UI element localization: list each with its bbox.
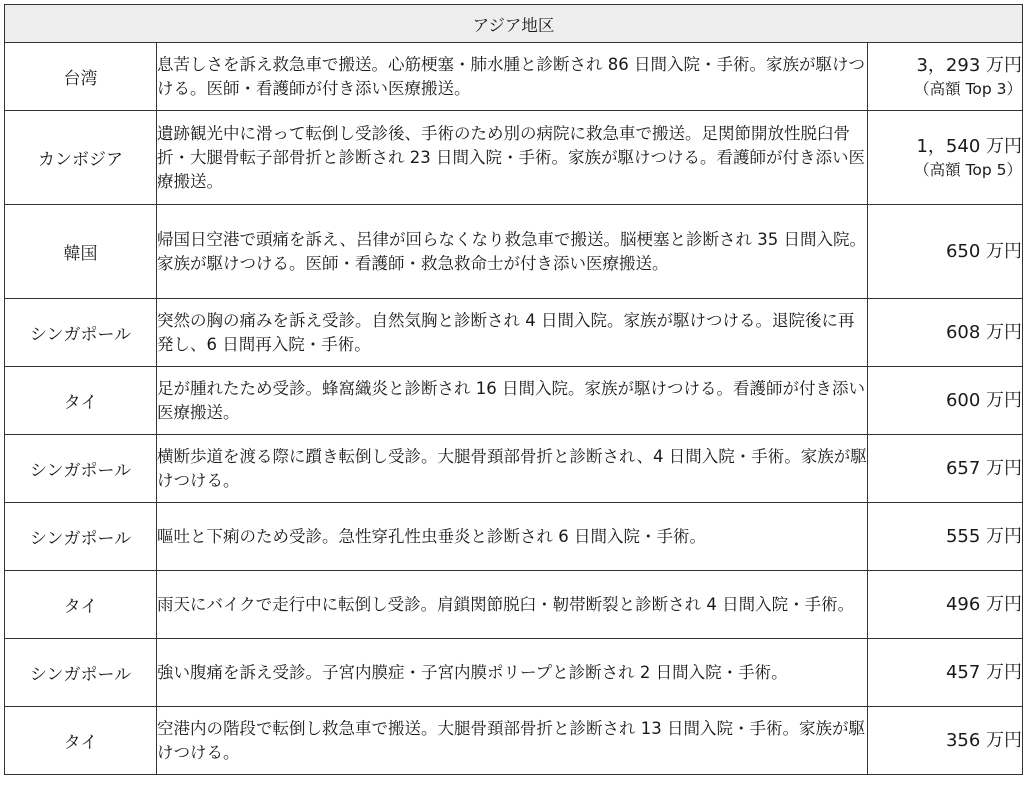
region-header: アジア地区 — [5, 5, 1023, 43]
description-cell: 息苦しさを訴え救急車で搬送。心筋梗塞・肺水腫と診断され 86 日間入院・手術。家族が駆けつける。医師・看護師が付き添い医療搬送。 — [157, 43, 868, 111]
cost-amount: 650 万円 — [945, 240, 1023, 262]
cost-amount: 1，540 万円 — [916, 135, 1023, 157]
description-cell: 帰国日空港で頭痛を訴え、呂律が回らなくなり救急車で搬送。脳梗塞と診断され 35 日間入院。家族が駆けつける。医師・看護師・救急救命士が付き添い医療搬送。 — [157, 205, 868, 299]
table-row — [5, 43, 1023, 111]
country-cell: タイ — [5, 571, 157, 639]
description-cell: 嘔吐と下痢のため受診。急性穿孔性虫垂炎と診断され 6 日間入院・手術。 — [157, 503, 868, 571]
table-row — [5, 571, 1023, 639]
cost-amount: 555 万円 — [945, 525, 1023, 547]
cost-amount: 457 万円 — [945, 661, 1023, 683]
cost-cell — [868, 43, 1023, 111]
medical-cases-table — [4, 4, 1023, 775]
description-cell: 雨天にバイクで走行中に転倒し受診。肩鎖関節脱臼・靭帯断裂と診断され 4 日間入院・手術。 — [157, 571, 868, 639]
table-row — [5, 111, 1023, 205]
description-cell: 横断歩道を渡る際に躓き転倒し受診。大腿骨頚部骨折と診断され、4 日間入院・手術。家族が駆けつける。 — [157, 435, 868, 503]
country-cell: 台湾 — [5, 43, 157, 111]
table-row — [5, 205, 1023, 299]
table-row — [5, 639, 1023, 707]
country-cell: 韓国 — [5, 205, 157, 299]
cost-amount: 356 万円 — [945, 729, 1023, 751]
cost-cell — [868, 435, 1023, 503]
cost-amount: 3，293 万円 — [916, 54, 1023, 76]
table-row — [5, 503, 1023, 571]
description-cell: 突然の胸の痛みを訴え受診。自然気胸と診断され 4 日間入院。家族が駆けつける。退院後に再発し、6 日間再入院・手術。 — [157, 299, 868, 367]
table-row — [5, 367, 1023, 435]
cost-cell — [868, 299, 1023, 367]
cost-cell — [868, 367, 1023, 435]
description-cell: 空港内の階段で転倒し救急車で搬送。大腿骨頚部骨折と診断され 13 日間入院・手術。家族が駆けつける。 — [157, 707, 868, 775]
country-cell: シンガポール — [5, 299, 157, 367]
table-row — [5, 299, 1023, 367]
table-row — [5, 707, 1023, 775]
cost-cell — [868, 503, 1023, 571]
description-cell: 足が腫れたため受診。蜂窩織炎と診断され 16 日間入院。家族が駆けつける。看護師が付き添い医療搬送。 — [157, 367, 868, 435]
country-cell: シンガポール — [5, 435, 157, 503]
country-cell: シンガポール — [5, 639, 157, 707]
cost-rank-note: （高額 Top 3） — [914, 79, 1023, 98]
country-cell: タイ — [5, 367, 157, 435]
table-row — [5, 435, 1023, 503]
cost-cell — [868, 639, 1023, 707]
cost-cell — [868, 111, 1023, 205]
cost-amount: 496 万円 — [945, 593, 1023, 615]
description-cell: 強い腹痛を訴え受診。子宮内膜症・子宮内膜ポリープと診断され 2 日間入院・手術。 — [157, 639, 868, 707]
country-cell: タイ — [5, 707, 157, 775]
cost-cell — [868, 571, 1023, 639]
cost-cell — [868, 205, 1023, 299]
cost-amount: 657 万円 — [945, 457, 1023, 479]
cost-amount: 600 万円 — [945, 389, 1023, 411]
country-cell: シンガポール — [5, 503, 157, 571]
region-header-row — [5, 5, 1023, 43]
cost-amount: 608 万円 — [945, 321, 1023, 343]
cost-cell — [868, 707, 1023, 775]
cost-rank-note: （高額 Top 5） — [914, 160, 1023, 179]
description-cell: 遺跡観光中に滑って転倒し受診後、手術のため別の病院に救急車で搬送。足関節開放性脱臼骨折・大腿骨転子部骨折と診断され 23 日間入院・手術。家族が駆けつける。看護師が付き添い医療搬送。 — [157, 111, 868, 205]
country-cell: カンボジア — [5, 111, 157, 205]
